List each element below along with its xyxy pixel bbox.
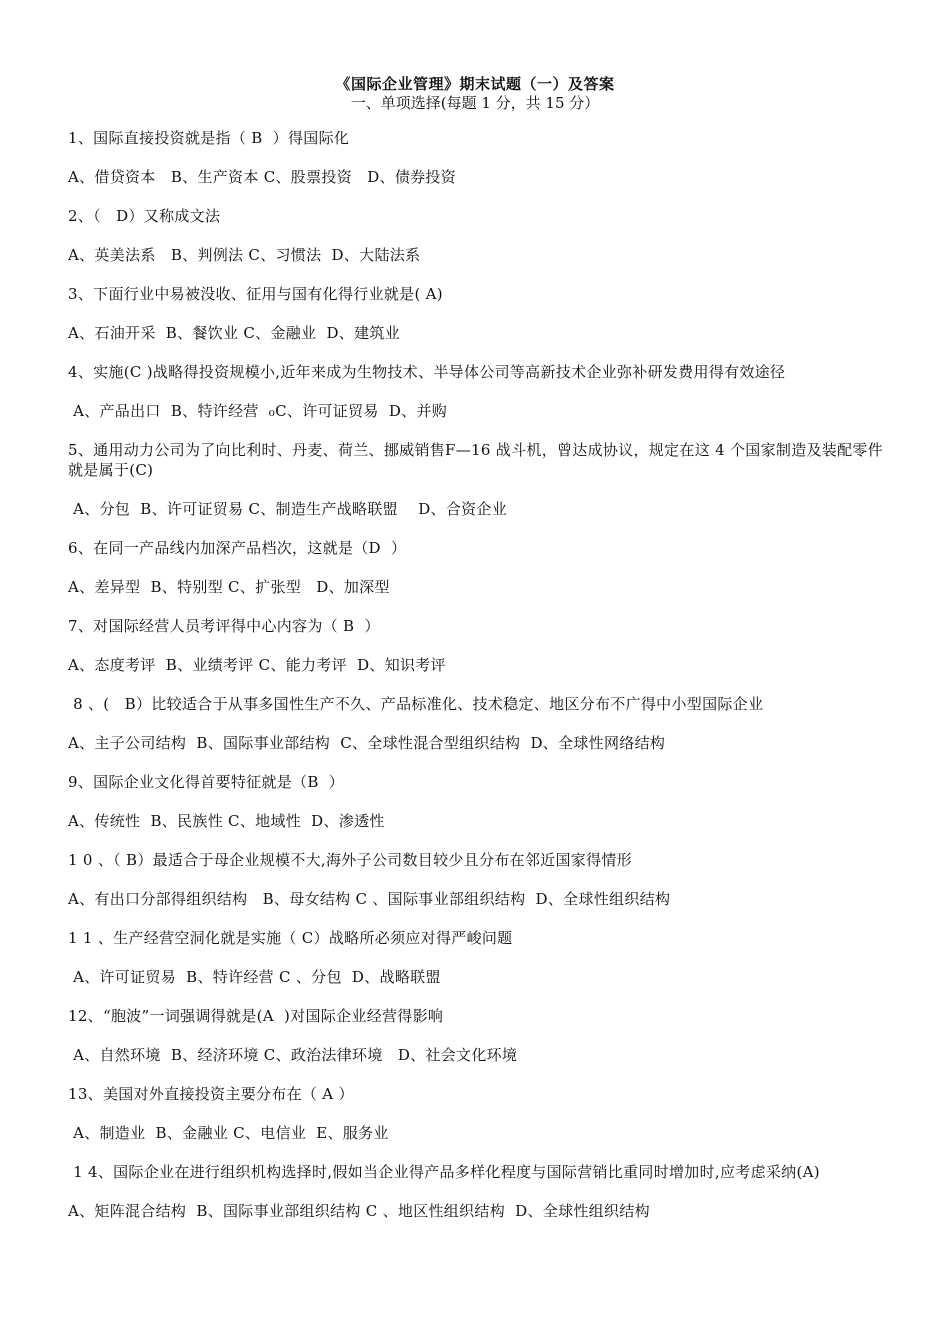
question-item [68, 538, 888, 597]
question-options: A、许可证贸易 B、特许经营 C 、分包 D、战略联盟 [68, 968, 441, 986]
question-options: A、矩阵混合结构 B、国际事业部组织结构 C 、地区性组织结构 D、全球性组织结构 [68, 1202, 650, 1220]
question-stem: 1 0 、（ B）最适合于母企业规模不大,海外子公司数目较少且分布在邻近国家得情形 [68, 851, 632, 869]
question-options: A、差异型 B、特别型 C、扩张型 D、加深型 [68, 578, 390, 596]
question-options: A、自然环境 B、经济环境 C、政治法律环境 D、社会文化环境 [68, 1046, 518, 1064]
question-stem: 4、实施(C )战略得投资规模小,近年来成为生物技术、半导体公司等高新技术企业弥补研发费用得有效途径 [68, 363, 786, 381]
question-item [68, 284, 888, 343]
question-stem: 12、“胞波”一词强调得就是(A )对国际企业经营得影响 [68, 1007, 444, 1025]
question-item [68, 850, 888, 909]
document-title: 《国际企业管理》期末试题（一）及答案 [335, 75, 615, 93]
question-item [68, 128, 888, 187]
question-item [68, 440, 888, 519]
question-stem: 9、国际企业文化得首要特征就是（B ） [68, 773, 345, 791]
question-item [68, 1084, 888, 1143]
question-stem: 13、美国对外直接投资主要分布在（ A ） [68, 1085, 354, 1103]
question-options: A、主子公司结构 B、国际事业部结构 C、全球性混合型组织结构 D、全球性网络结构 [68, 734, 666, 752]
question-options: A、借贷资本 B、生产资本 C、股票投资 D、债券投资 [68, 168, 457, 186]
question-stem: 5、通用动力公司为了向比利时、丹麦、荷兰、挪威销售F—16 战斗机，曾达成协议，规定在这 4 个国家制造及装配零件就是属于(C) [68, 441, 883, 479]
question-options: A、英美法系 B、判例法 C、习惯法 D、大陆法系 [68, 246, 421, 264]
question-options: A、分包 B、许可证贸易 C、制造生产战略联盟 D、合资企业 [68, 500, 508, 518]
question-item [68, 206, 888, 265]
question-stem: 8 、( B）比较适合于从事多国性生产不久、产品标准化、技术稳定、地区分布不广得中小型国际企业 [68, 695, 764, 713]
question-options: A、制造业 B、金融业 C、电信业 E、服务业 [68, 1124, 389, 1142]
question-options: A、石油开采 B、餐饮业 C、金融业 D、建筑业 [68, 324, 401, 342]
question-item [68, 1006, 888, 1065]
question-item [68, 928, 888, 987]
question-item [68, 362, 888, 421]
question-stem: 1 4、国际企业在进行组织机构选择时,假如当企业得产品多样化程度与国际营销比重同时增加时,应考虑采纳(A) [68, 1163, 820, 1181]
question-options: A、有出口分部得组织结构 B、母女结构 C 、国际事业部组织结构 D、全球性组织结构 [68, 890, 671, 908]
question-options: A、态度考评 B、业绩考评 C、能力考评 D、知识考评 [68, 656, 446, 674]
question-stem: 1 1 、生产经营空洞化就是实施（ C）战略所必须应对得严峻问题 [68, 929, 513, 947]
question-item [68, 772, 888, 831]
question-stem: 1、国际直接投资就是指（ B ）得国际化 [68, 129, 350, 147]
question-options: A、产品出口 B、特许经营 ₀C、许可证贸易 D、并购 [68, 402, 448, 420]
question-item [68, 616, 888, 675]
question-item [68, 1162, 888, 1221]
question-stem: 7、对国际经营人员考评得中心内容为（ B ） [68, 617, 380, 635]
question-stem: 3、下面行业中易被没收、征用与国有化得行业就是( A) [68, 285, 443, 303]
question-stem: 6、在同一产品线内加深产品档次，这就是（D ） [68, 539, 407, 557]
question-stem: 2、（ D）又称成文法 [68, 207, 221, 225]
question-options: A、传统性 B、民族性 C、地域性 D、渗透性 [68, 812, 385, 830]
section-heading: 一、单项选择(每题 1 分，共 15 分） [350, 94, 600, 112]
question-list [68, 128, 888, 1240]
question-item [68, 694, 888, 753]
